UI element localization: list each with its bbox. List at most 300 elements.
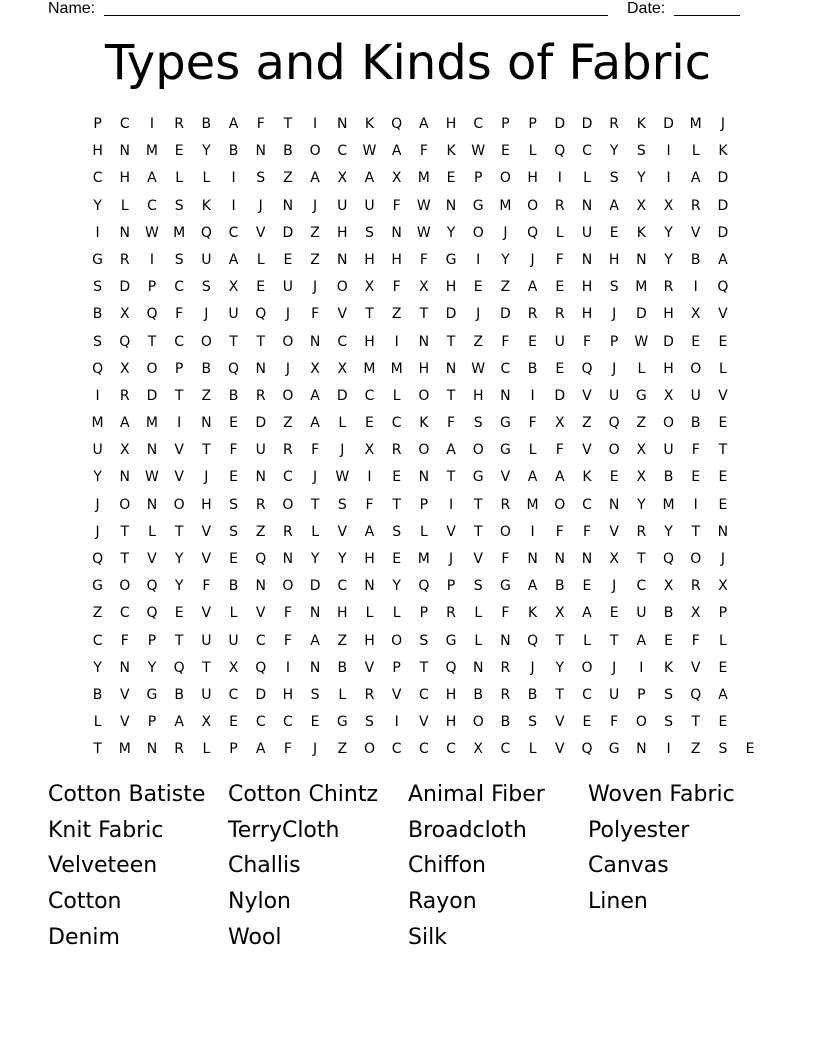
- grid-letter: C: [228, 224, 239, 241]
- grid-letter: A: [419, 116, 429, 132]
- grid-letter: C: [473, 116, 484, 132]
- grid-letter: F: [283, 632, 292, 649]
- grid-letter: F: [202, 578, 211, 595]
- page-title: Types and Kinds of Fabric: [104, 35, 712, 91]
- grid-letter: L: [474, 605, 483, 622]
- letter-grid: [84, 111, 755, 764]
- grid-row: [84, 247, 744, 274]
- grid-letter: N: [418, 469, 430, 486]
- grid-letter: C: [446, 741, 456, 758]
- grid-letter: E: [555, 360, 565, 377]
- grid-letter: H: [663, 360, 674, 377]
- grid-letter: Z: [337, 632, 348, 649]
- grid-letter: R: [500, 496, 511, 513]
- grid-letter: E: [691, 469, 701, 486]
- grid-letter: H: [581, 306, 593, 323]
- grid-letter: D: [309, 578, 321, 595]
- grid-letter: T: [174, 632, 184, 649]
- grid-letter: S: [609, 170, 619, 187]
- grid-letter: S: [528, 714, 538, 731]
- grid-letter: X: [690, 306, 701, 323]
- grid-letter: B: [473, 686, 484, 703]
- grid-letter: E: [229, 714, 238, 731]
- grid-letter: X: [609, 551, 619, 567]
- grid-letter: U: [636, 605, 647, 622]
- grid-letter: S: [365, 224, 374, 241]
- grid-letter: C: [283, 714, 293, 731]
- grid-letter: Q: [228, 360, 240, 377]
- grid-letter: T: [202, 442, 211, 459]
- grid-letter: F: [283, 605, 292, 622]
- grid-letter: T: [202, 659, 211, 676]
- grid-letter: J: [530, 659, 535, 676]
- grid-letter: O: [663, 415, 675, 432]
- grid-letter: L: [528, 741, 537, 758]
- grid-letter: Q: [146, 605, 158, 622]
- grid-letter: T: [691, 714, 700, 731]
- grid-letter: R: [446, 605, 456, 622]
- grid-letter: Q: [255, 306, 267, 323]
- grid-letter: V: [147, 551, 157, 567]
- grid-letter: T: [174, 523, 184, 540]
- grid-letter: T: [392, 496, 401, 513]
- grid-letter: F: [582, 523, 591, 540]
- grid-letter: Y: [637, 170, 646, 187]
- grid-letter: I: [666, 143, 671, 160]
- grid-letter: A: [310, 632, 320, 649]
- word-list-item: Animal Fiber: [408, 782, 545, 807]
- grid-letter: P: [609, 333, 619, 350]
- grid-letter: X: [554, 605, 565, 622]
- grid-letter: Y: [446, 224, 456, 241]
- grid-letter: F: [610, 714, 619, 731]
- grid-letter: B: [92, 686, 103, 703]
- grid-letter: T: [637, 551, 646, 567]
- grid-letter: W: [471, 360, 486, 377]
- grid-letter: X: [391, 170, 402, 187]
- grid-letter: E: [718, 415, 728, 432]
- grid-letter: I: [530, 387, 535, 404]
- grid-letter: L: [338, 686, 347, 703]
- grid-letter: J: [313, 279, 318, 296]
- grid-letter: O: [690, 360, 702, 377]
- grid-letter: O: [363, 741, 375, 758]
- grid-row: [84, 492, 744, 519]
- grid-letter: A: [527, 469, 538, 486]
- grid-letter: H: [364, 551, 375, 567]
- grid-letter: M: [689, 116, 702, 132]
- grid-letter: V: [446, 523, 456, 540]
- grid-letter: A: [718, 686, 728, 703]
- grid-letter: I: [313, 116, 318, 132]
- grid-letter: X: [337, 360, 348, 377]
- grid-letter: J: [612, 306, 617, 323]
- grid-letter: X: [718, 578, 728, 595]
- grid-letter: J: [720, 551, 725, 567]
- grid-letter: A: [446, 442, 456, 459]
- grid-letter: N: [119, 469, 131, 486]
- grid-letter: F: [447, 415, 456, 432]
- grid-letter: E: [256, 279, 266, 296]
- grid-letter: C: [582, 686, 592, 703]
- grid-letter: T: [691, 523, 700, 540]
- grid-letter: J: [720, 116, 725, 132]
- grid-letter: C: [500, 741, 511, 758]
- grid-letter: G: [499, 415, 511, 432]
- grid-letter: R: [119, 387, 130, 404]
- grid-letter: Z: [690, 741, 701, 758]
- grid-letter: N: [554, 551, 566, 567]
- grid-letter: N: [201, 415, 212, 432]
- grid-letter: C: [255, 714, 266, 731]
- grid-letter: B: [201, 360, 212, 377]
- grid-letter: S: [93, 333, 103, 350]
- grid-letter: F: [691, 632, 700, 649]
- grid-letter: C: [636, 578, 647, 595]
- grid-letter: B: [228, 578, 239, 595]
- grid-letter: E: [745, 741, 755, 758]
- grid-letter: S: [174, 251, 184, 268]
- grid-letter: E: [229, 415, 238, 432]
- word-list: [48, 777, 788, 955]
- grid-letter: X: [663, 197, 674, 214]
- grid-letter: A: [582, 605, 592, 622]
- grid-letter: C: [283, 469, 293, 486]
- grid-letter: W: [416, 224, 431, 241]
- word-list-item: Linen: [588, 889, 648, 915]
- grid-letter: A: [690, 170, 701, 187]
- grid-letter: L: [120, 197, 129, 214]
- grid-letter: Y: [664, 523, 673, 540]
- grid-letter: J: [204, 306, 209, 323]
- grid-letter: H: [581, 279, 593, 296]
- grid-letter: P: [392, 659, 401, 676]
- grid-letter: E: [718, 496, 728, 513]
- grid-letter: E: [500, 143, 510, 160]
- grid-letter: B: [690, 251, 701, 268]
- grid-letter: N: [581, 197, 593, 214]
- grid-letter: A: [174, 714, 184, 731]
- grid-letter: V: [419, 714, 429, 731]
- grid-letter: H: [527, 170, 538, 187]
- word-list-item: Cotton Batiste: [48, 782, 206, 807]
- grid-letter: A: [310, 387, 320, 404]
- grid-letter: A: [391, 143, 402, 160]
- grid-letter: S: [718, 741, 728, 758]
- grid-letter: T: [446, 333, 456, 350]
- grid-letter: T: [256, 333, 265, 350]
- grid-letter: N: [255, 578, 266, 595]
- grid-letter: E: [664, 632, 673, 649]
- grid-letter: U: [581, 224, 593, 241]
- grid-letter: F: [501, 333, 510, 350]
- grid-letter: Y: [310, 551, 320, 567]
- grid-letter: N: [146, 442, 158, 459]
- grid-letter: X: [419, 279, 429, 296]
- grid-letter: Y: [501, 251, 510, 268]
- grid-letter: F: [311, 306, 320, 323]
- grid-letter: E: [609, 605, 619, 622]
- grid-letter: I: [530, 523, 535, 540]
- grid-letter: F: [120, 632, 129, 649]
- grid-letter: S: [174, 197, 184, 214]
- grid-letter: E: [609, 469, 619, 486]
- date-label: Date:: [627, 0, 666, 17]
- grid-letter: C: [119, 605, 130, 622]
- grid-letter: P: [93, 116, 102, 132]
- grid-letter: N: [472, 659, 484, 676]
- grid-letter: E: [229, 469, 238, 486]
- grid-letter: Q: [92, 551, 104, 567]
- grid-letter: C: [337, 143, 348, 160]
- grid-letter: K: [528, 605, 538, 622]
- grid-letter: Y: [93, 469, 102, 486]
- grid-letter: V: [255, 224, 266, 241]
- grid-letter: C: [119, 116, 130, 132]
- grid-letter: W: [145, 469, 159, 486]
- grid-letter: N: [500, 632, 511, 649]
- grid-letter: H: [418, 360, 430, 377]
- grid-letter: A: [636, 632, 647, 649]
- grid-letter: P: [229, 741, 238, 758]
- grid-letter: L: [583, 170, 591, 187]
- grid-letter: K: [446, 143, 456, 160]
- grid-letter: E: [446, 170, 456, 187]
- grid-letter: S: [473, 578, 483, 595]
- grid-letter: J: [448, 551, 454, 567]
- grid-letter: B: [228, 143, 239, 160]
- grid-letter: M: [417, 551, 430, 567]
- grid-letter: Q: [92, 360, 104, 377]
- grid-letter: N: [119, 224, 131, 241]
- grid-letter: Y: [202, 143, 211, 160]
- grid-letter: W: [471, 143, 486, 160]
- grid-letter: J: [612, 578, 617, 595]
- grid-letter: S: [473, 415, 483, 432]
- grid-letter: L: [338, 415, 347, 432]
- grid-letter: F: [256, 116, 265, 132]
- grid-letter: X: [473, 741, 484, 758]
- grid-letter: T: [147, 333, 157, 350]
- grid-letter: F: [582, 333, 591, 350]
- grid-letter: V: [718, 306, 728, 323]
- grid-letter: R: [500, 659, 511, 676]
- grid-letter: Q: [581, 741, 593, 758]
- grid-letter: A: [364, 170, 375, 187]
- grid-letter: L: [93, 714, 102, 731]
- grid-letter: D: [663, 116, 674, 132]
- grid-letter: D: [255, 686, 267, 703]
- grid-letter: C: [337, 578, 348, 595]
- grid-letter: O: [391, 632, 403, 649]
- grid-letter: Y: [609, 143, 619, 160]
- grid-letter: K: [663, 659, 674, 676]
- grid-letter: E: [718, 659, 728, 676]
- grid-letter: C: [228, 686, 239, 703]
- grid-letter: B: [228, 387, 239, 404]
- grid-letter: D: [445, 306, 457, 323]
- grid-letter: U: [228, 306, 239, 323]
- grid-letter: B: [201, 116, 212, 132]
- grid-letter: Y: [147, 659, 157, 676]
- grid-letter: B: [92, 306, 103, 323]
- grid-letter: T: [283, 116, 293, 132]
- grid-letter: F: [501, 551, 510, 567]
- grid-row: [84, 655, 744, 682]
- grid-letter: S: [337, 496, 347, 513]
- grid-letter: E: [609, 224, 619, 241]
- grid-letter: D: [336, 387, 348, 404]
- word-list-item: Nylon: [228, 889, 291, 915]
- grid-letter: N: [364, 578, 375, 595]
- grid-letter: A: [527, 578, 538, 595]
- grid-letter: H: [445, 279, 457, 296]
- grid-letter: C: [500, 360, 511, 377]
- grid-letter: N: [309, 605, 321, 622]
- grid-letter: W: [416, 197, 431, 214]
- grid-letter: F: [283, 741, 292, 758]
- grid-letter: P: [718, 605, 728, 622]
- word-list-item: Cotton Chintz: [228, 782, 379, 807]
- grid-letter: Q: [527, 632, 539, 649]
- grid-letter: V: [391, 686, 402, 703]
- grid-letter: Q: [554, 143, 566, 160]
- grid-letter: O: [472, 714, 484, 731]
- date-blank-line: [674, 15, 740, 16]
- grid-letter: V: [473, 551, 483, 567]
- grid-letter: X: [310, 360, 320, 377]
- grid-letter: O: [690, 551, 702, 567]
- word-list-item: Woven Fabric: [588, 782, 735, 807]
- grid-letter: L: [555, 224, 564, 241]
- grid-letter: Q: [418, 578, 430, 595]
- grid-letter: X: [690, 605, 701, 622]
- grid-letter: I: [231, 197, 236, 214]
- grid-letter: Q: [663, 551, 675, 567]
- grid-letter: M: [390, 360, 403, 377]
- grid-row: [84, 383, 744, 410]
- grid-letter: G: [472, 197, 484, 214]
- grid-letter: O: [418, 387, 430, 404]
- grid-letter: N: [636, 251, 647, 268]
- grid-letter: O: [282, 387, 294, 404]
- grid-letter: W: [335, 469, 350, 486]
- grid-letter: I: [394, 333, 399, 350]
- grid-letter: R: [636, 523, 647, 540]
- grid-letter: T: [446, 387, 456, 404]
- grid-row: [84, 709, 744, 736]
- grid-letter: Q: [255, 659, 267, 676]
- grid-letter: P: [637, 686, 646, 703]
- grid-letter: Q: [608, 415, 620, 432]
- grid-letter: X: [636, 442, 647, 459]
- grid-letter: J: [285, 306, 290, 323]
- grid-letter: O: [608, 442, 620, 459]
- grid-letter: G: [92, 251, 104, 268]
- grid-letter: Q: [690, 686, 702, 703]
- grid-letter: A: [364, 523, 375, 540]
- grid-row: [84, 464, 744, 491]
- grid-letter: D: [717, 224, 729, 241]
- grid-letter: Z: [283, 170, 293, 187]
- grid-letter: G: [146, 686, 158, 703]
- word-list-item: Denim: [48, 924, 120, 950]
- grid-letter: D: [255, 415, 267, 432]
- grid-letter: G: [608, 741, 620, 758]
- grid-letter: T: [555, 686, 565, 703]
- grid-letter: U: [337, 197, 348, 214]
- grid-letter: B: [500, 714, 511, 731]
- grid-letter: O: [119, 578, 131, 595]
- grid-letter: T: [419, 659, 429, 676]
- grid-letter: B: [527, 686, 538, 703]
- grid-letter: Z: [473, 333, 484, 350]
- grid-letter: V: [255, 605, 266, 622]
- grid-letter: V: [582, 442, 592, 459]
- grid-letter: E: [582, 714, 592, 731]
- grid-letter: M: [91, 415, 104, 432]
- grid-letter: Q: [119, 333, 131, 350]
- grid-letter: L: [392, 387, 401, 404]
- grid-letter: O: [309, 143, 321, 160]
- grid-letter: M: [173, 224, 186, 241]
- grid-row: [84, 138, 744, 165]
- grid-letter: P: [446, 578, 456, 595]
- grid-letter: S: [365, 714, 374, 731]
- grid-letter: Y: [664, 251, 673, 268]
- grid-row: [84, 193, 744, 220]
- grid-letter: X: [119, 442, 130, 459]
- grid-letter: T: [473, 496, 483, 513]
- grid-letter: F: [229, 442, 238, 459]
- grid-letter: X: [228, 659, 239, 676]
- grid-letter: C: [391, 415, 402, 432]
- grid-letter: C: [418, 741, 429, 758]
- grid-letter: L: [419, 523, 428, 540]
- grid-letter: I: [693, 496, 698, 513]
- grid-letter: M: [145, 143, 159, 160]
- grid-letter: M: [118, 741, 131, 758]
- grid-letter: F: [528, 415, 537, 432]
- grid-letter: L: [175, 170, 184, 187]
- grid-letter: X: [119, 306, 130, 323]
- grid-letter: Y: [392, 578, 401, 595]
- grid-row: [84, 519, 744, 546]
- grid-letter: L: [256, 251, 265, 268]
- grid-letter: A: [718, 251, 728, 268]
- grid-letter: U: [282, 279, 294, 296]
- grid-row: [84, 356, 744, 383]
- grid-letter: M: [145, 415, 159, 432]
- grid-letter: V: [201, 551, 212, 567]
- grid-letter: N: [255, 469, 266, 486]
- grid-letter: K: [636, 224, 646, 241]
- grid-letter: N: [337, 251, 348, 268]
- grid-letter: U: [554, 333, 565, 350]
- grid-letter: Z: [201, 387, 212, 404]
- grid-letter: F: [175, 306, 184, 323]
- grid-letter: N: [636, 741, 647, 758]
- grid-letter: Q: [173, 659, 185, 676]
- grid-letter: I: [394, 714, 399, 731]
- grid-letter: L: [583, 632, 591, 649]
- grid-letter: L: [474, 632, 483, 649]
- grid-letter: X: [364, 442, 375, 459]
- grid-letter: L: [311, 523, 319, 540]
- grid-letter: S: [256, 170, 266, 187]
- grid-letter: V: [554, 741, 565, 758]
- grid-letter: H: [364, 251, 375, 268]
